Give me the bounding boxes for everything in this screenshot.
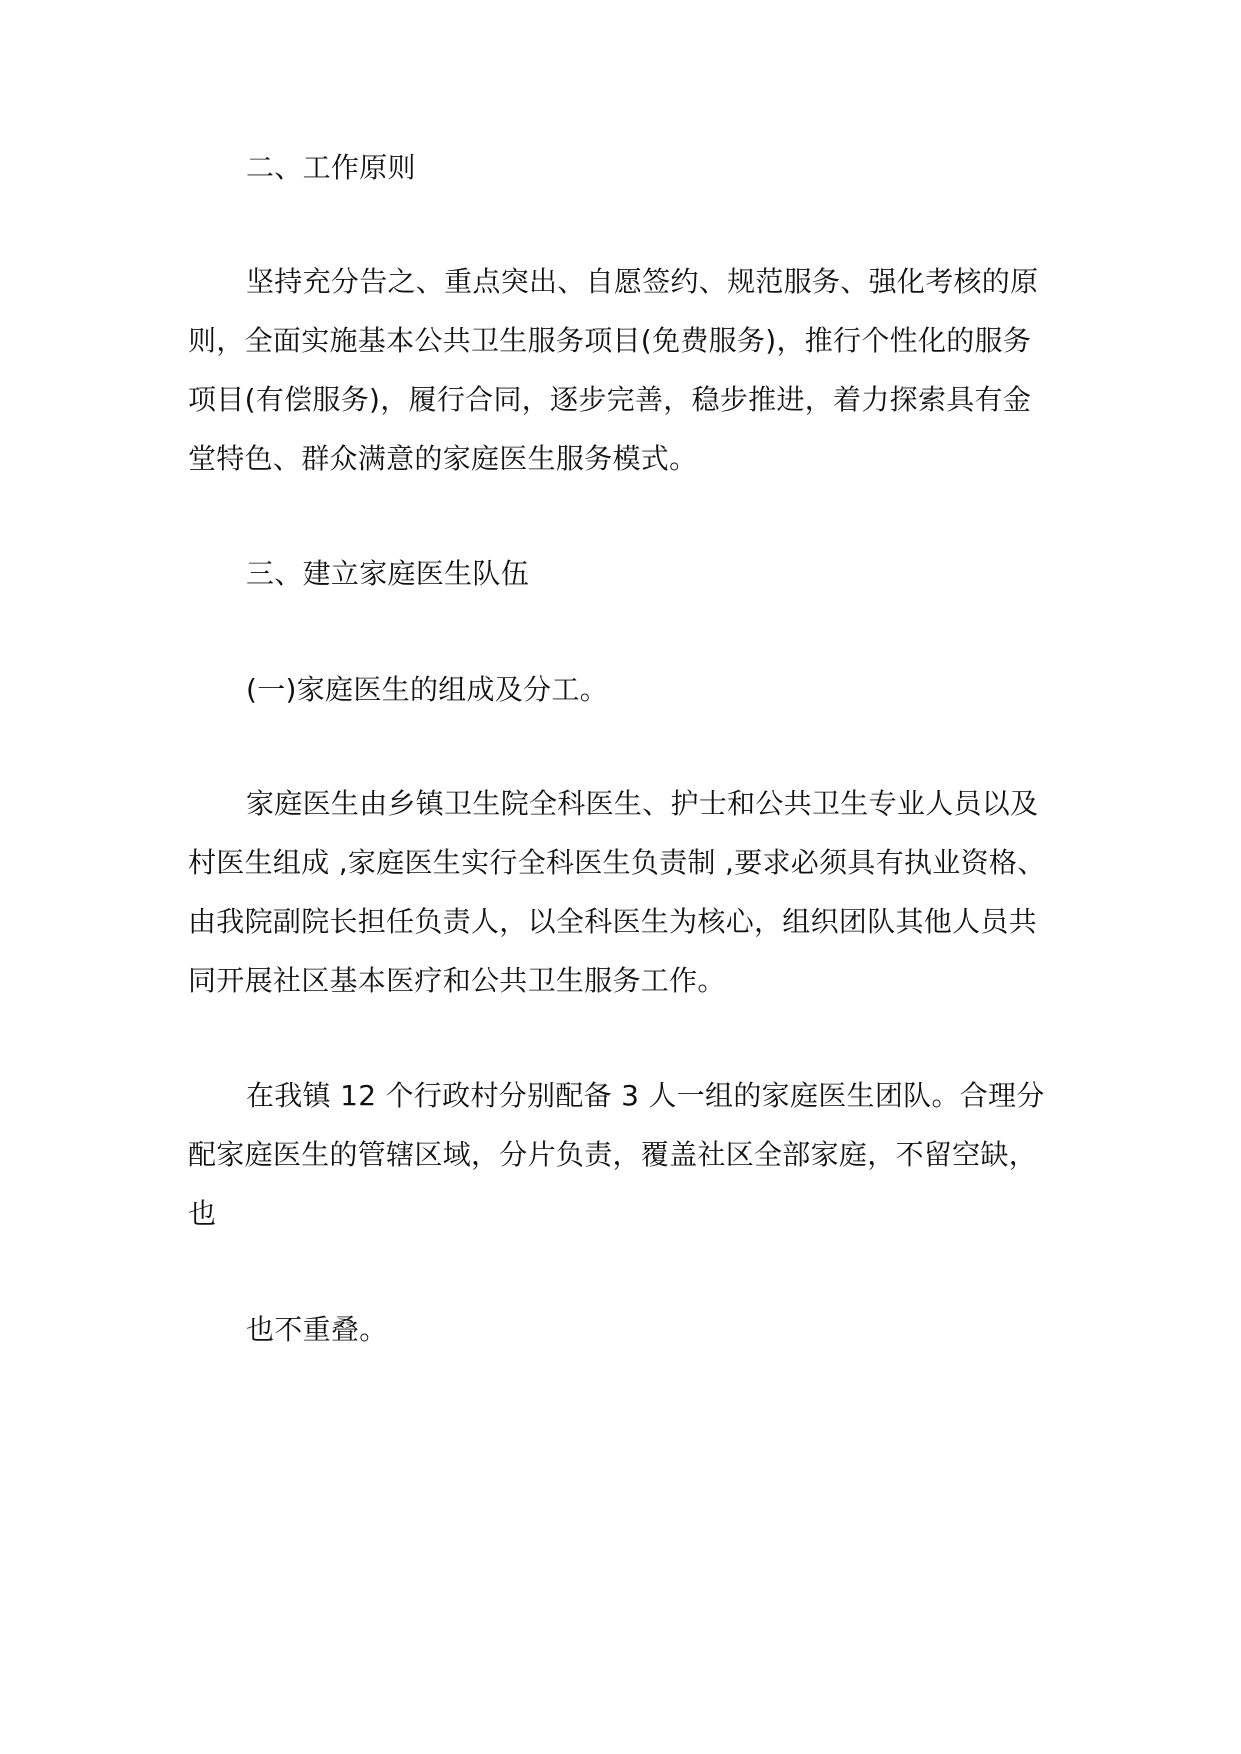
paragraph-line: 村医生组成 ,家庭医生实行全科医生负责制 ,要求必须具有执业资格、 [188,846,1046,879]
paragraph-line: 由我院副院长担任负责人，以全科医生为核心，组织团队其他人员共 [188,905,1038,938]
paragraph-line: 家庭医生由乡镇卫生院全科医生、护士和公共卫生专业人员以及 [246,787,1039,820]
subsection-heading-composition: (一)家庭医生的组成及分工。 [246,673,609,706]
paragraph-line: 项目(有偿服务)，履行合同，逐步完善，稳步推进，着力探索具有金 [188,383,1032,416]
paragraph-line: 堂特色、群众满意的家庭医生服务模式。 [188,442,698,475]
paragraph-line: 配家庭医生的管辖区域，分片负责，覆盖社区全部家庭，不留空缺， [188,1138,1038,1171]
paragraph-line: 也 [188,1197,217,1230]
paragraph-end: 也不重叠。 [246,1313,388,1346]
section-heading-build-team: 三、建立家庭医生队伍 [246,557,530,590]
paragraph-line: 坚持充分告之、重点突出、自愿签约、规范服务、强化考核的原 [246,265,1039,298]
paragraph-line: 同开展社区基本医疗和公共卫生服务工作。 [188,964,726,997]
paragraph-line: 在我镇 12 个行政村分别配备 3 人一组的家庭医生团队。合理分 [246,1079,1045,1112]
section-heading-work-principles: 二、工作原则 [246,151,416,184]
paragraph-line: 则，全面实施基本公共卫生服务项目(免费服务)，推行个性化的服务 [188,324,1032,357]
